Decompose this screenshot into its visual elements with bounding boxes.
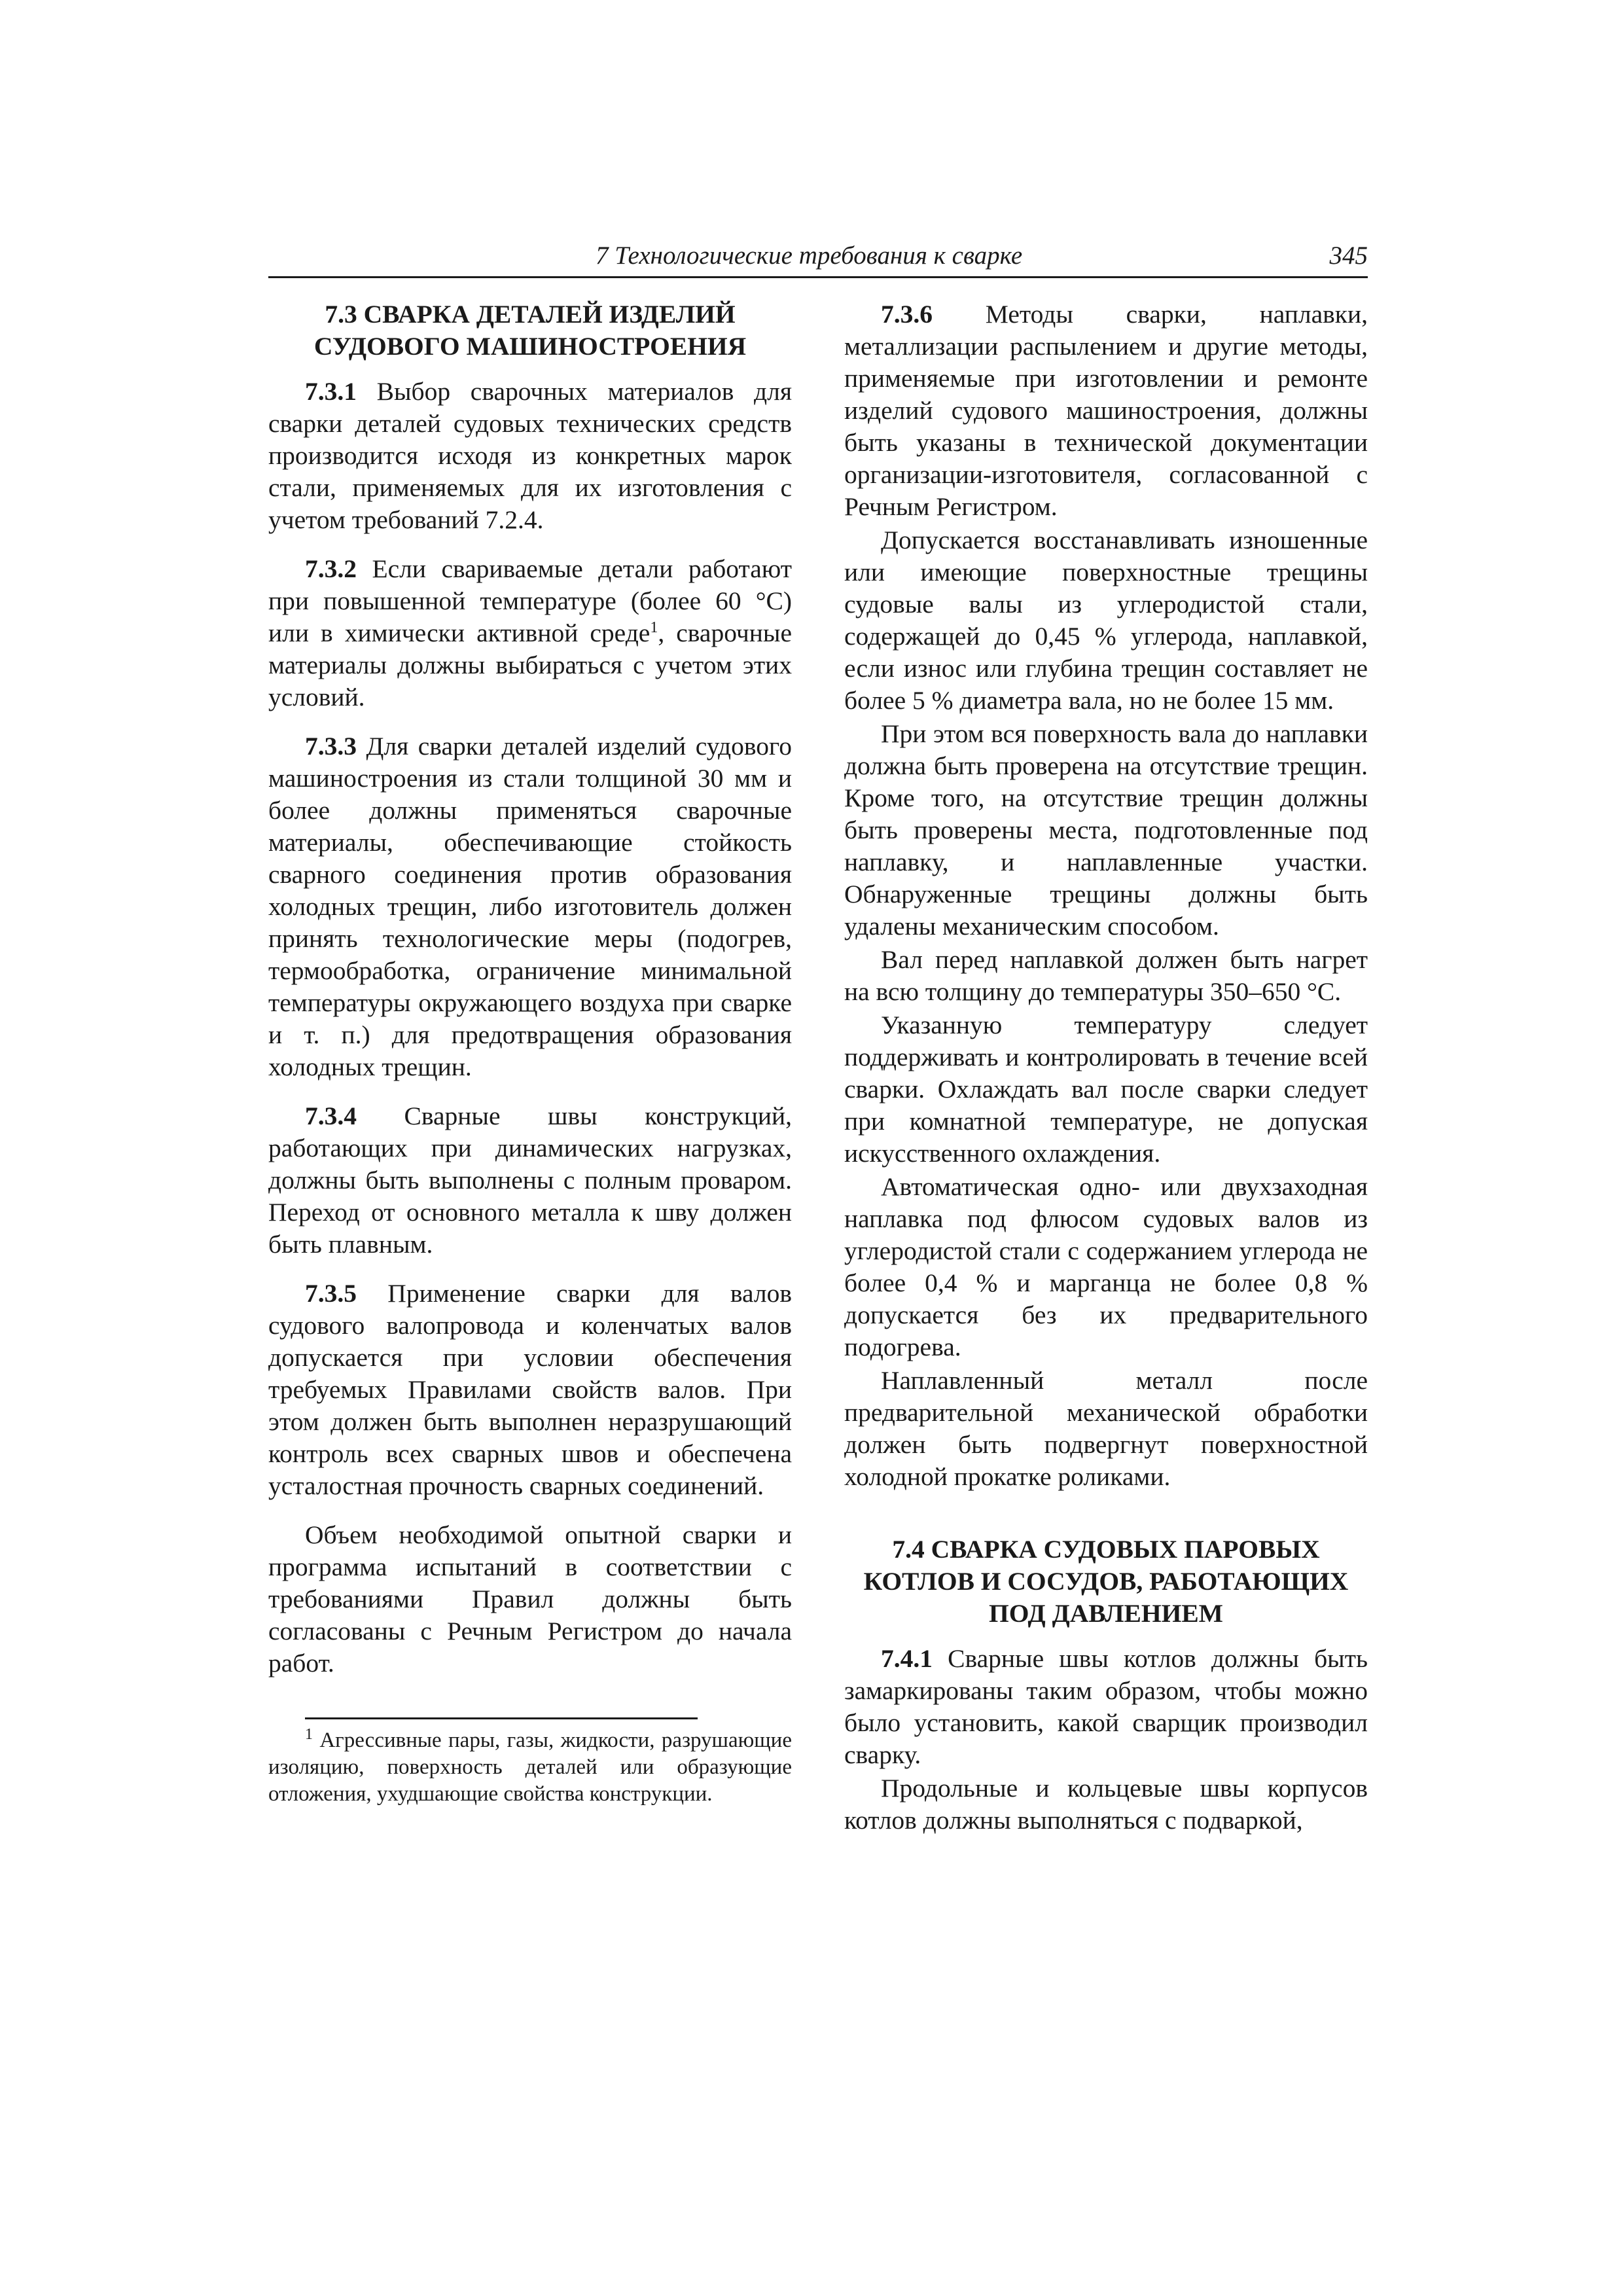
clause-number: 7.3.4 bbox=[305, 1102, 357, 1130]
paragraph-7-3-1 bbox=[268, 376, 792, 536]
section-heading-7-4: 7.4 СВАРКА СУДОВЫХ ПАРОВЫХ КОТЛОВ И СОСУДОВ, РАБОТАЮЩИХ ПОД ДАВЛЕНИЕМ bbox=[863, 1535, 1349, 1628]
section-heading-7-3: 7.3 СВАРКА ДЕТАЛЕЙ ИЗДЕЛИЙ СУДОВОГО МАШИНОСТРОЕНИЯ bbox=[313, 300, 747, 361]
paragraph-text: Допускается восстанавливать изношенные или имеющие поверхностные трещины судовые валы из углеродистой стали, содержащей до 0,45 % углерода, наплавкой, если износ или глубина трещин составляет не более 5 % диаметра вала, но не более 15 мм. bbox=[844, 526, 1368, 715]
paragraph-7-3-4 bbox=[268, 1100, 792, 1261]
clause-number: 7.4.1 bbox=[881, 1644, 933, 1673]
paragraph-text: Сварные швы котлов должны быть замаркированы таким образом, чтобы можно было установить, какой сварщик производил сварку. bbox=[844, 1644, 1368, 1769]
paragraph-text: Указанную температуру следует поддерживать и контролировать в течение всей сварки. Охлаждать вал после сварки следует при комнатной температуре, не допуская искусственного охлаждения. bbox=[844, 1011, 1368, 1168]
paragraph-text: Применение сварки для валов судового валопровода и коленчатых валов допускается при условии обеспечения требуемых Правилами свойств валов. При этом должен быть выполнен неразрушающий контроль всех сварных швов и обеспечена усталостная прочность сварных соединений. bbox=[268, 1279, 792, 1500]
footnote-mark: 1 bbox=[305, 1726, 313, 1743]
paragraph-text: Вал перед наплавкой должен быть нагрет на всю толщину до температуры 350–650 °С. bbox=[844, 945, 1368, 1006]
paragraph-7-3-5 bbox=[268, 1278, 792, 1502]
clause-number: 7.3.2 bbox=[305, 554, 357, 583]
paragraph-text: Объем необходимой опытной сварки и программа испытаний в соответствии с требованиями Правил должны быть согласованы с Речным Регистром до начала работ. bbox=[268, 1520, 792, 1677]
paragraph-text: Для сварки деталей изделий судового машиностроения из стали толщиной 30 мм и более должны применяться сварочные материалы, обеспечивающие стойкость сварного соединения против образования холодных трещин, либо изготовитель должен принять технологические меры (подогрев, термообработка, ограничение минимальной температуры окружающего воздуха при сварке и т. п.) для предотвращения образования холодных трещин. bbox=[268, 732, 792, 1081]
paragraph-7-3-3 bbox=[268, 730, 792, 1083]
paragraph-text: Выбор сварочных материалов для сварки деталей судовых технических средств производится исходя из конкретных марок стали, применяемых для их изготовления с учетом требований 7.2.4. bbox=[268, 377, 792, 534]
paragraph-text: Наплавленный металл после предварительной механической обработки должен быть подвергнут поверхностной холодной прокатке роликами. bbox=[844, 1366, 1368, 1491]
paragraph-7-3-2 bbox=[268, 553, 792, 713]
running-head bbox=[268, 238, 1368, 278]
paragraph-7-4-1 bbox=[844, 1643, 1368, 1771]
paragraph-text: Сварные швы конструкций, работающих при динамических нагрузках, должны быть выполнены с полным проваром. Переход от основного металла к шву должен быть плавным. bbox=[268, 1102, 792, 1259]
footnote-ref: 1 bbox=[650, 619, 658, 636]
clause-number: 7.3.5 bbox=[305, 1279, 357, 1308]
paragraph-text: Методы сварки, наплавки, металлизации распылением и другие методы, применяемые при изготовлении и ремонте изделий судового машиностроения, должны быть указаны в технической документации организации-изготовителя, согласованной с Речным Регистром. bbox=[844, 300, 1368, 521]
paragraph-text: При этом вся поверхность вала до наплавки должна быть проверена на отсутствие трещин. Кроме того, на отсутствие трещин должны быть проверены места, подготовленные под наплавку, и наплавленные участки. Обнаруженные трещины должны быть удалены механическим способом. bbox=[844, 719, 1368, 941]
footnote bbox=[268, 1727, 792, 1808]
clause-number: 7.3.1 bbox=[305, 377, 357, 406]
paragraph-text: Если свариваемые детали работают при повышенной температуре (более 60 °С) или в химически активной среде bbox=[268, 554, 792, 647]
paragraph-text: Продольные и кольцевые швы корпусов котлов должны выполняться с подваркой, bbox=[844, 1774, 1368, 1835]
page-number: 345 bbox=[1329, 242, 1368, 270]
paragraph-text: , сварочные материалы должны выбираться с учетом этих условий. bbox=[268, 619, 793, 711]
footnote-divider bbox=[305, 1717, 698, 1719]
clause-number: 7.3.6 bbox=[881, 300, 933, 329]
paragraph-7-3-6 bbox=[844, 298, 1368, 523]
right-column bbox=[844, 298, 1368, 1837]
running-head-chapter: 7 Технологические требования к сварке bbox=[596, 242, 1023, 270]
paragraph-text: Автоматическая одно- или двухзаходная наплавка под флюсом судовых валов из углеродистой стали с содержанием углерода не более 0,4 % и марганца не более 0,8 % допускается без их предварительного подогрева. bbox=[844, 1172, 1368, 1361]
left-column bbox=[268, 298, 792, 1808]
footnote-text: Агрессивные пары, газы, жидкости, разрушающие изоляцию, поверхность деталей или образующие отложения, ухудшающие свойства конструкции. bbox=[268, 1729, 792, 1806]
clause-number: 7.3.3 bbox=[305, 732, 357, 761]
